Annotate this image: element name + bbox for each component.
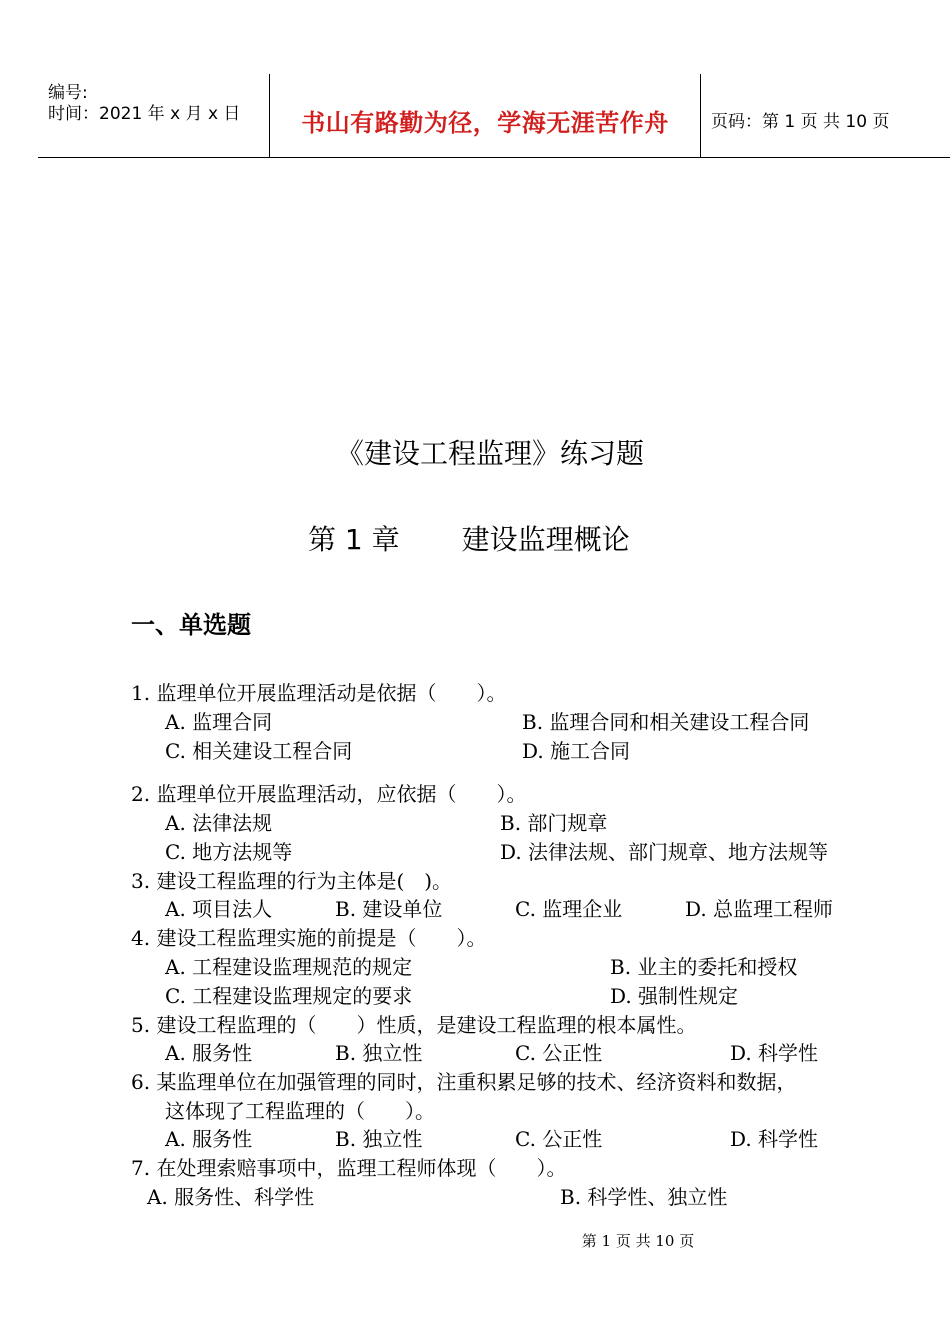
question-5-stem: 5. 建设工程监理的（ ）性质，是建设工程监理的根本属性。: [131, 1013, 697, 1037]
document-number-label: 编号:: [48, 83, 88, 103]
page-footer: 第 1 页 共 10 页: [581, 1232, 695, 1250]
question-6-option-b: B. 独立性: [335, 1127, 423, 1151]
question-1-stem: 1. 监理单位开展监理活动是依据（ ）。: [131, 681, 507, 705]
question-5-option-a: A. 服务性: [165, 1041, 253, 1065]
question-1-option-c: C. 相关建设工程合同: [165, 739, 353, 763]
question-2-option-b: B. 部门规章: [500, 811, 608, 835]
header-left-cell: [38, 74, 270, 157]
page-number-label: 页码：第 1 页 共 10 页: [711, 112, 890, 132]
question-7-option-a: A. 服务性、科学性: [147, 1185, 315, 1209]
chapter-name: 建设监理概论: [461, 523, 630, 556]
question-4-option-b: B. 业主的委托和授权: [610, 955, 798, 979]
question-2-option-a: A. 法律法规: [165, 811, 273, 835]
header-page-cell: [701, 74, 950, 157]
question-4-option-c: C. 工程建设监理规定的要求: [165, 984, 413, 1008]
question-3-option-b: B. 建设单位: [335, 897, 443, 921]
question-6-option-a: A. 服务性: [165, 1127, 253, 1151]
header-table: [38, 74, 950, 158]
chapter-number: 第 1 章: [308, 523, 400, 556]
document-title: 《建设工程监理》练习题: [335, 437, 644, 470]
question-6-stem: 6. 某监理单位在加强管理的同时，注重积累足够的技术、经济资料和数据，: [131, 1070, 797, 1094]
question-7-stem: 7. 在处理索赔事项中，监理工程师体现（ ）。: [131, 1156, 567, 1180]
question-3-option-d: D. 总监理工程师: [685, 897, 834, 921]
question-1-option-b: B. 监理合同和相关建设工程合同: [522, 710, 810, 734]
question-3-option-c: C. 监理企业: [515, 897, 623, 921]
header-motto-cell: [270, 74, 701, 157]
question-6-option-d: D. 科学性: [730, 1127, 819, 1151]
question-6-stem-continued: 这体现了工程监理的（ ）。: [165, 1099, 435, 1123]
question-4-stem: 4. 建设工程监理实施的前提是（ ）。: [131, 926, 487, 950]
section-heading: 一、单选题: [131, 611, 251, 639]
question-4-option-a: A. 工程建设监理规范的规定: [165, 955, 413, 979]
question-2-stem: 2. 监理单位开展监理活动，应依据（ ）。: [131, 782, 527, 806]
question-3-stem: 3. 建设工程监理的行为主体是( )。: [131, 869, 453, 893]
question-4-option-d: D. 强制性规定: [610, 984, 739, 1008]
document-time-label: 时间：2021 年 x 月 x 日: [48, 104, 241, 124]
question-5-option-c: C. 公正性: [515, 1041, 603, 1065]
chapter-heading: [308, 518, 630, 558]
question-5-option-b: B. 独立性: [335, 1041, 423, 1065]
question-2-option-c: C. 地方法规等: [165, 840, 293, 864]
question-7-option-b: B. 科学性、独立性: [560, 1185, 728, 1209]
question-2-option-d: D. 法律法规、部门规章、地方法规等: [500, 840, 829, 864]
motto-text: 书山有路勤为径，学海无涯苦作舟: [301, 108, 669, 137]
question-3-option-a: A. 项目法人: [165, 897, 273, 921]
question-6-option-c: C. 公正性: [515, 1127, 603, 1151]
question-1-option-d: D. 施工合同: [522, 739, 631, 763]
question-1-option-a: A. 监理合同: [165, 710, 273, 734]
question-5-option-d: D. 科学性: [730, 1041, 819, 1065]
